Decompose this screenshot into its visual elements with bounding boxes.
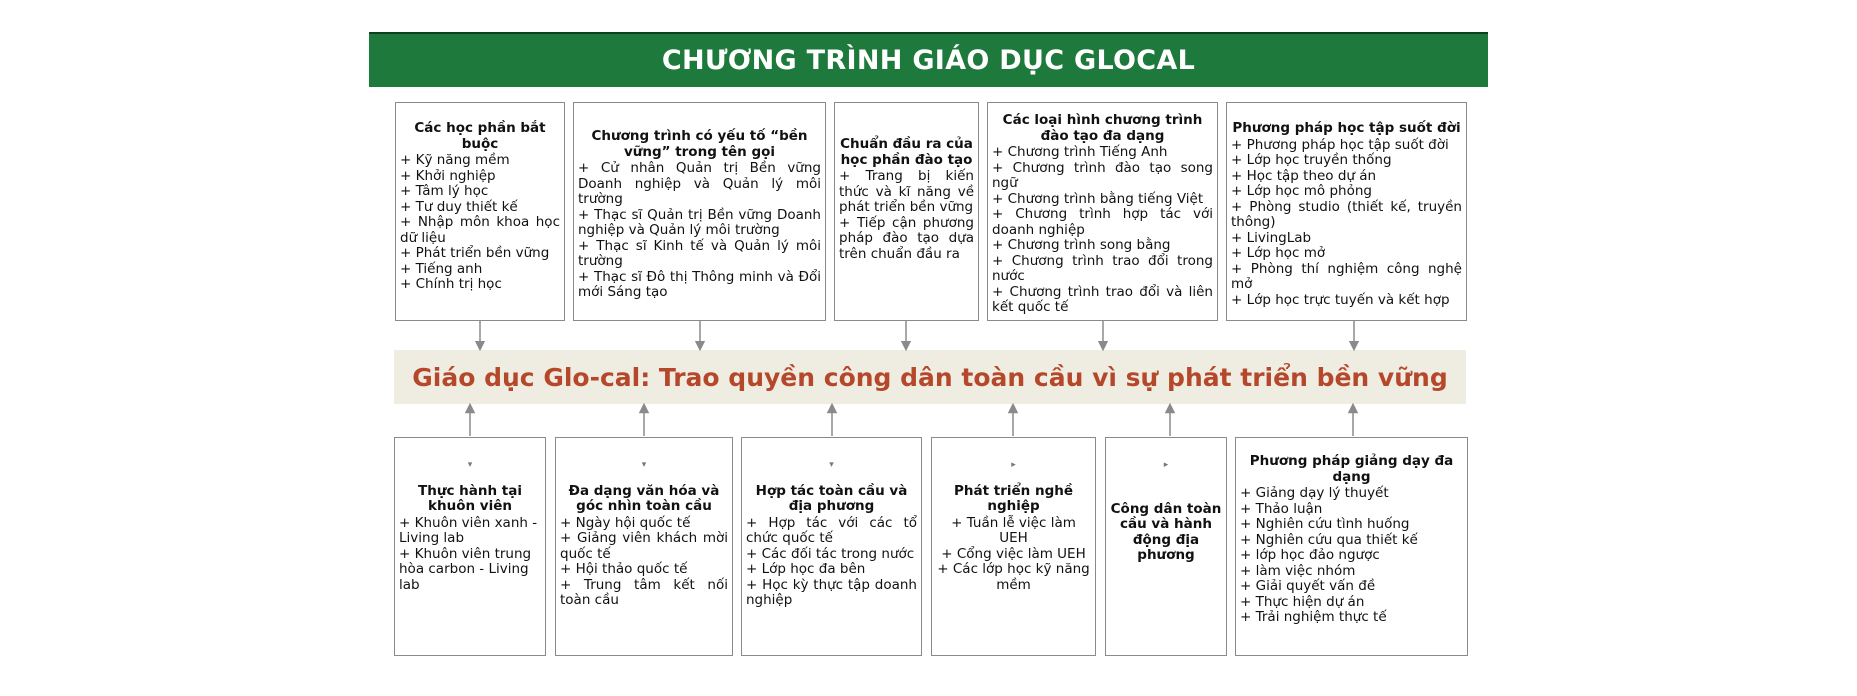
list-item: + LivingLab	[1231, 229, 1312, 246]
list-item: + lớp học đảo ngược	[1240, 547, 1380, 563]
list-item: + Nghiên cứu tình huống	[1240, 516, 1410, 532]
list-item: + Các đối tác trong nước	[746, 545, 915, 562]
box-title: Phương pháp học tập suốt đời	[1232, 120, 1461, 136]
header-title: CHƯƠNG TRÌNH GIÁO DỤC GLOCAL	[661, 45, 1196, 76]
list-item: + Chương trình song bằng	[992, 237, 1171, 253]
box-title: Phát triển nghề nghiệp	[953, 482, 1073, 514]
small-arrow-icon: ▾	[829, 460, 834, 470]
list-item: + Kỹ năng mềm	[400, 152, 510, 168]
list-item: + Hợp tác với các tổ chức quốc tế	[746, 514, 917, 546]
list-item: + Phòng thí nghiệm công nghệ mở	[1231, 260, 1462, 292]
list-item: + Lớp học đa bên	[746, 561, 866, 577]
list-item: + Học tập theo dự án	[1231, 167, 1377, 184]
list-item: + Giảng viên khách mời quốc tế	[560, 530, 728, 562]
box-title: Chuẩn đầu ra của học phần đào tạo	[840, 136, 973, 168]
list-item: + Nghiên cứu qua thiết kế	[1240, 531, 1418, 548]
list-item: + Cử nhân Quản trị Bền vững Doanh nghiệp và Quản lý môi trường	[578, 160, 821, 207]
list-item: + làm việc nhóm	[1240, 562, 1356, 579]
box-title: Các loại hình chương trình đào tạo đa dạng	[1002, 112, 1203, 144]
list-item: + Thảo luận	[1240, 500, 1323, 517]
list-item: + Tiếp cận phương pháp đào tạo dựa trên chuẩn đầu ra	[839, 214, 974, 262]
list-item: + Chương trình hợp tác với doanh nghiệp	[992, 206, 1213, 238]
list-item: + Chương trình trao đổi và liên kết quốc tế	[992, 283, 1213, 315]
list-item: + Tư duy thiết kế	[400, 198, 518, 215]
list-item: + Lớp học mở	[1231, 245, 1326, 261]
box-title: Hợp tác toàn cầu và địa phương	[755, 482, 908, 514]
list-item: + Trang bị kiến thức và kĩ năng về phát triển bền vững	[839, 168, 974, 215]
box-title: Công dân toàn cầu và hành động địa phương	[1110, 500, 1222, 563]
small-arrow-icon: ▸	[1011, 460, 1016, 470]
list-item: + Lớp học truyền thống	[1231, 152, 1392, 168]
list-item: + Chương trình trao đổi trong nước	[992, 252, 1213, 284]
list-item: + Trải nghiệm thực tế	[1240, 609, 1387, 625]
list-item: + Thạc sĩ Quản trị Bền vững Doanh nghiệp và Quản lý môi trường	[578, 206, 821, 238]
list-item: + Tâm lý học	[400, 183, 489, 199]
list-item: + Thạc sĩ Đô thị Thông minh và Đổi mới Sáng tạo	[578, 268, 821, 300]
box-title: Chương trình có yếu tố “bền vững” trong tên gọi	[591, 128, 808, 160]
list-item: + Phòng studio (thiết kế, truyền thông)	[1231, 198, 1462, 230]
small-arrow-icon: ▾	[641, 460, 647, 470]
list-item: + Khuôn viên trung hòa carbon - Living lab	[399, 545, 532, 593]
list-item: + Học kỳ thực tập doanh nghiệp	[746, 576, 917, 608]
list-item: + Thực hiện dự án	[1240, 593, 1365, 610]
list-item: + Khuôn viên xanh - Living lab	[399, 514, 538, 546]
small-arrow-icon: ▾	[467, 460, 473, 470]
list-item: + Chương trình bằng tiếng Việt	[992, 190, 1204, 207]
list-item: + Khởi nghiệp	[400, 167, 496, 184]
box-title: Thực hành tại khuôn viên	[418, 482, 522, 514]
list-item: + Các lớp học kỹ năng mềm	[937, 561, 1090, 593]
box-title: Đa dạng văn hóa và góc nhìn toàn cầu	[568, 482, 720, 514]
list-item: + Ngày hội quốc tế	[560, 514, 691, 531]
list-item: + Tiếng anh	[400, 260, 483, 277]
box-title: Phương pháp giảng dạy đa dạng	[1249, 453, 1454, 485]
list-item: + Nhập môn khoa học dữ liệu	[400, 214, 560, 246]
list-item: + Giải quyết vấn đề	[1240, 578, 1376, 594]
list-item: + Hội thảo quốc tế	[560, 561, 688, 577]
list-item: + Phát triển bền vững	[400, 245, 550, 261]
list-item: + Phương pháp học tập suốt đời	[1231, 136, 1449, 153]
list-item: + Thạc sĩ Kinh tế và Quản lý môi trường	[578, 237, 821, 269]
list-item: + Cổng việc làm UEH	[941, 545, 1086, 562]
banner-text: Giáo dục Glo-cal: Trao quyền công dân toàn cầu vì sự phát triển bền vững	[412, 362, 1448, 392]
list-item: + Tuần lễ việc làm UEH	[951, 514, 1076, 546]
list-item: + Chương trình đào tạo song ngữ	[992, 159, 1213, 191]
list-item: + Giảng dạy lý thuyết	[1240, 485, 1389, 501]
list-item: + Trung tâm kết nối toàn cầu	[560, 576, 728, 608]
list-item: + Lớp học trực tuyến và kết hợp	[1231, 291, 1450, 308]
small-arrow-icon: ▸	[1163, 460, 1169, 470]
list-item: + Lớp học mô phỏng	[1231, 183, 1372, 199]
list-item: + Chính trị học	[400, 276, 502, 292]
box-title: Các học phần bắt buộc	[414, 120, 546, 152]
list-item: + Chương trình Tiếng Anh	[992, 144, 1168, 160]
